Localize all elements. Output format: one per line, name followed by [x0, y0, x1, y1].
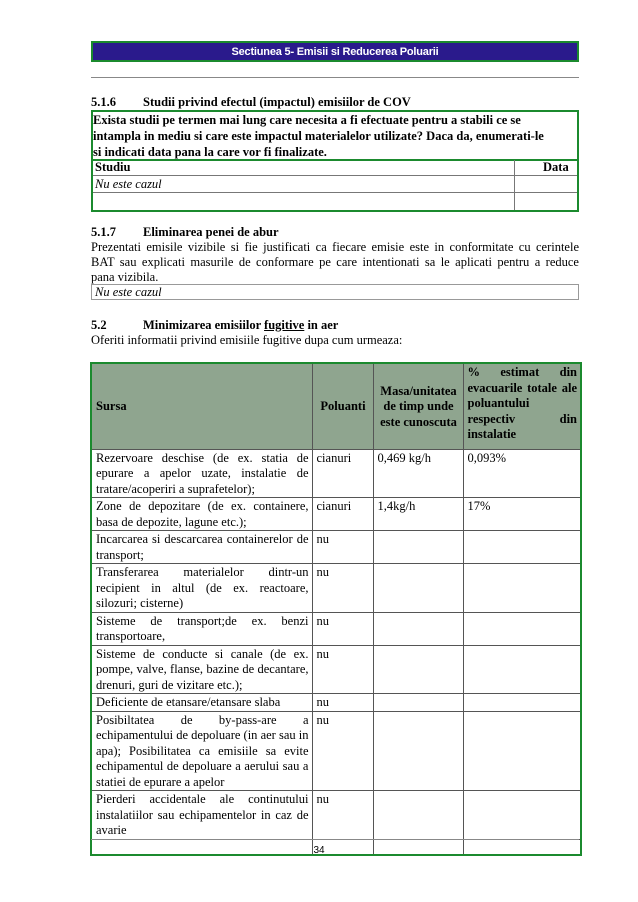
table-row — [91, 449, 581, 498]
header-sursa: Sursa — [91, 363, 312, 449]
cell-sursa: Rezervoare deschise (de ex. statia de epurare a apelor uzate, instalatie de tratare/acoperiri a suprafetelor); — [91, 449, 312, 498]
cell-sursa: Zone de depozitare (de ex. containere, basa de depozite, lagune etc.); — [91, 498, 312, 531]
cell-procent — [463, 694, 581, 712]
voc-study-question — [93, 112, 577, 160]
heading-5-1-7 — [91, 225, 279, 240]
cell-procent: 0,093% — [463, 449, 581, 498]
cell-poluanti: nu — [312, 694, 373, 712]
cell-sursa: Posibiltatea de by-pass-are a echipamentului de depoluare (in aer sau in apa); Posibilitatea ca emisiile sa evite echipamentul de depoluare a aerului sau a statiei de epurare a apelor — [91, 711, 312, 791]
question-line: intampla in mediu si care este impactul materialelor utilizate? Daca da, enumerati-le — [93, 129, 544, 143]
table-row — [91, 564, 581, 613]
cell-procent — [463, 711, 581, 791]
cell-masa — [373, 791, 463, 840]
cell-masa: 0,469 kg/h — [373, 449, 463, 498]
cell-masa: 1,4kg/h — [373, 498, 463, 531]
cell-sursa: Sisteme de conducte si canale (de ex. pompe, valve, flanse, bazine de decantare, drenuri, guri de vizitare etc.); — [91, 645, 312, 694]
cell-sursa: Pierderi accidentale ale continutului instalatiilor sau echipamentelor in caz de avarie — [91, 791, 312, 840]
cell-procent — [463, 645, 581, 694]
cell-procent — [463, 564, 581, 613]
cell-poluanti: cianuri — [312, 498, 373, 531]
question-line: Exista studii pe termen mai lung care necesita a fi efectuate pentru a stabili ce se — [93, 113, 521, 127]
heading-5-1-6 — [91, 95, 411, 110]
cell-poluanti: nu — [312, 531, 373, 564]
header-procent: % estimat din evacuarile totale ale poluantului respectiv din instalatie — [463, 363, 581, 449]
fugitive-emissions-table — [90, 362, 582, 856]
heading-title: Studii privind efectul (impactul) emisiilor de COV — [143, 95, 411, 109]
divider — [514, 160, 515, 210]
heading-number: 5.1.6 — [91, 95, 116, 109]
cell-procent — [463, 791, 581, 840]
heading-title-part: in aer — [304, 318, 339, 332]
heading-title-underlined: fugitive — [264, 318, 305, 332]
heading-title-part: Minimizarea emisiilor — [143, 318, 265, 332]
cell-procent — [463, 531, 581, 564]
cell-masa — [373, 612, 463, 645]
header-masa: Masa/unitatea de timp unde este cunoscuta — [373, 363, 463, 449]
cell-masa — [373, 531, 463, 564]
cell-poluanti: nu — [312, 711, 373, 791]
table-row — [91, 645, 581, 694]
cell-sursa: Deficiente de etansare/etansare slaba — [91, 694, 312, 712]
cell-masa — [373, 711, 463, 791]
cell-sursa: Transferarea materialelor dintr-un recipient in altul (de ex. reactoare, silozuri; cisterne) — [91, 564, 312, 613]
study-column-header: Studiu — [95, 160, 131, 174]
cell-poluanti: cianuri — [312, 449, 373, 498]
heading-title: Eliminarea penei de abur — [143, 225, 279, 239]
cell-sursa: Sisteme de transport;de ex. benzi transportoare, — [91, 612, 312, 645]
cell-sursa: Incarcarea si descarcarea containerelor de transport; — [91, 531, 312, 564]
cell-masa — [373, 694, 463, 712]
cell-procent — [463, 612, 581, 645]
cell-poluanti: nu — [312, 645, 373, 694]
heading-5-2 — [91, 318, 338, 333]
table-row — [91, 612, 581, 645]
paragraph-line: BAT sau explicati masurile de conformare pe care intentionati sa le aplicati pentru a reduce — [91, 255, 579, 269]
header-poluanti: Poluanti — [312, 363, 373, 449]
fugitive-intro: Oferiti informatii privind emisiile fugitive dupa cum urmeaza: — [91, 333, 403, 347]
cell-procent: 17% — [463, 498, 581, 531]
section-banner — [91, 41, 579, 62]
table-row — [91, 791, 581, 840]
question-line: si indicati data pana la care vor fi finalizate. — [93, 145, 327, 159]
cell-poluanti: nu — [312, 791, 373, 840]
paragraph-line: pana vizibila. — [91, 270, 159, 284]
divider — [93, 159, 577, 161]
heading-number: 5.2 — [91, 318, 107, 332]
header-rule — [91, 77, 579, 78]
table-row — [91, 531, 581, 564]
cell-poluanti: nu — [312, 564, 373, 613]
date-column-header: Data — [543, 160, 569, 174]
cell-masa — [373, 645, 463, 694]
study-value: Nu este cazul — [95, 177, 162, 191]
divider — [93, 175, 577, 176]
footer-rule — [91, 839, 579, 840]
paragraph-line: Prezentati emisile vizibile si fie justificati ca fiecare emisie este in conformitate cu cerintele — [91, 240, 579, 254]
divider — [93, 192, 577, 193]
cell-poluanti: nu — [312, 612, 373, 645]
section-banner-text: Sectiunea 5- Emisii si Reducerea Poluarii — [231, 45, 439, 58]
table-row — [91, 498, 581, 531]
table-header-row — [91, 363, 581, 449]
cell-masa — [373, 564, 463, 613]
steam-plume-value: Nu este cazul — [95, 285, 162, 299]
steam-plume-value-box — [91, 284, 579, 300]
table-row — [91, 711, 581, 791]
heading-number: 5.1.7 — [91, 225, 116, 239]
steam-plume-paragraph — [91, 240, 579, 285]
table-row — [91, 694, 581, 712]
page-number: 34 — [313, 845, 325, 856]
